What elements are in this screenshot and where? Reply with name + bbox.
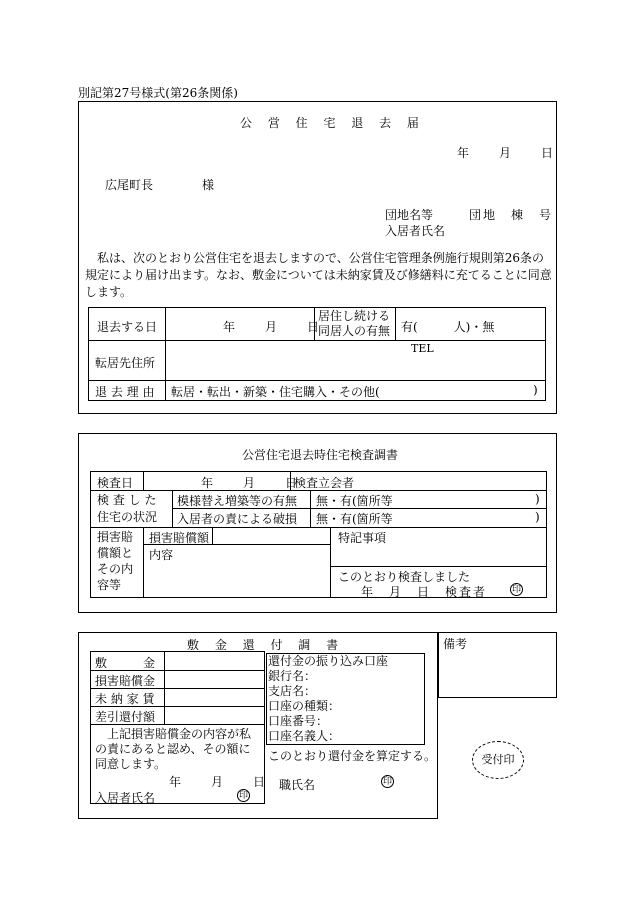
inspection-date-label: 検査日 [97,476,134,490]
refund-row-net: 差引還付額 [95,710,156,724]
inspection-record-form [78,433,557,613]
new-address-tel[interactable]: TEL [411,342,434,355]
remarks-box [438,632,557,698]
form1-date: 年 月 日 [457,146,556,160]
form-number-header: 別記第27号様式(第26条関係) [78,86,238,100]
account-type-field[interactable]: 口座の種類： [268,699,341,713]
account-holder-field[interactable]: 口座名義人： [268,729,341,743]
damage-comp-line4: 容等 [97,578,122,592]
addressee-honorific: 様 [202,178,215,192]
staff-name-label: 職氏名 [279,778,316,792]
account-number-field[interactable]: 口座番号： [268,714,329,728]
damage-content-label: 内容 [149,548,174,562]
move-out-reason-close: ) [533,383,538,397]
cohabitant-label-line1: 居住し続ける [318,309,391,323]
house-status-label-line1: 検 査 し た [97,493,157,507]
inspection-table [90,471,547,598]
damage-compensation-label [97,529,133,593]
cohabitant-value[interactable]: 有( 人)・無 [401,320,495,334]
form3-title: 敷 金 還 付 調 書 [187,638,345,652]
damage-comp-line1: 損害賠 [97,530,134,544]
form2-title: 公営住宅退去時住宅検査調書 [242,448,399,462]
damage-comp-line2: 償額と [97,546,134,560]
inspection-confirm: このとおり検査しました [338,570,471,584]
refund-row-deposit: 敷 金 [95,656,156,670]
move-out-date-value[interactable]: 年 月 日 [223,320,322,334]
addressee: 広尾町長 [105,178,154,192]
receipt-stamp-icon: 受付印 [472,741,524,779]
alteration-value[interactable]: 無・有(箇所等 [316,494,393,508]
bank-title: 還付金の振り込み口座 [268,654,389,668]
damage-close: ) [535,510,540,524]
house-status-label-line2: 住宅の状況 [97,510,158,524]
alteration-close: ) [535,492,540,506]
move-out-table [88,307,546,401]
refund-calc-text: このとおり還付金を算定する。 [268,749,437,763]
move-out-reason-label: 退 去 理 由 [95,385,155,399]
refund-amount-table [90,651,268,805]
form1-title: 公 営 住 宅 退 去 届 [240,116,425,130]
damage-label: 入居者の責による破損 [177,512,298,526]
inspector-seal-icon: 印 [511,585,521,595]
agreement-date[interactable]: 年 月 日 [169,775,268,789]
witness-label: 検査立会者 [294,476,355,490]
house-status-label [97,492,157,526]
cohabitant-label-line2: 同居人の有無 [318,324,391,338]
remarks-label: 備考 [443,637,468,651]
cohabitant-label [318,309,390,339]
danchi-value[interactable]: 団地 棟 号 [469,208,554,222]
inspection-confirm-date[interactable]: 年 月 日 検査者 [361,585,488,599]
refund-row-damage: 損害賠償金 [95,674,156,688]
move-out-notice-form [78,101,557,414]
branch-name-field[interactable]: 支店名： [268,684,317,698]
agreement-text: 上記損害賠償金の内容が私の責にあると認め、その額に同意します。 [95,727,252,771]
staff-seal-icon: 印 [382,777,392,787]
inspection-date-value[interactable]: 年 月 日 [201,476,300,490]
refund-row-unpaid-rent: 未 納 家 賃 [95,692,155,706]
damage-amount-label: 損害賠償額 [149,531,210,545]
special-notes-label: 特記事項 [338,531,387,545]
bank-account-box [266,653,425,745]
alteration-label: 模様替え増築等の有無 [177,494,298,508]
notice-paragraph: 私は、次のとおり公営住宅を退去しますので、公営住宅管理条例施行規則第26条の規定により届け出ます。なお、敷金については未納家賃及び修繕料に充てることに同意します。 [85,251,552,299]
deposit-refund-form [78,632,438,819]
damage-value[interactable]: 無・有(箇所等 [316,512,393,526]
move-out-date-label: 退去する日 [97,320,158,334]
resident-name-label: 入居者氏名 [385,224,446,238]
resident-seal-icon: 印 [238,791,248,801]
damage-comp-line3: その内 [97,562,134,576]
move-out-reason-value[interactable]: 転居・転出・新築・住宅購入・その他( [171,385,380,399]
agreement-resident-label: 入居者氏名 [95,791,156,805]
bank-name-field[interactable]: 銀行名： [268,669,317,683]
danchi-label: 団地名等 [385,208,434,222]
new-address-label: 転居先住所 [95,356,156,370]
